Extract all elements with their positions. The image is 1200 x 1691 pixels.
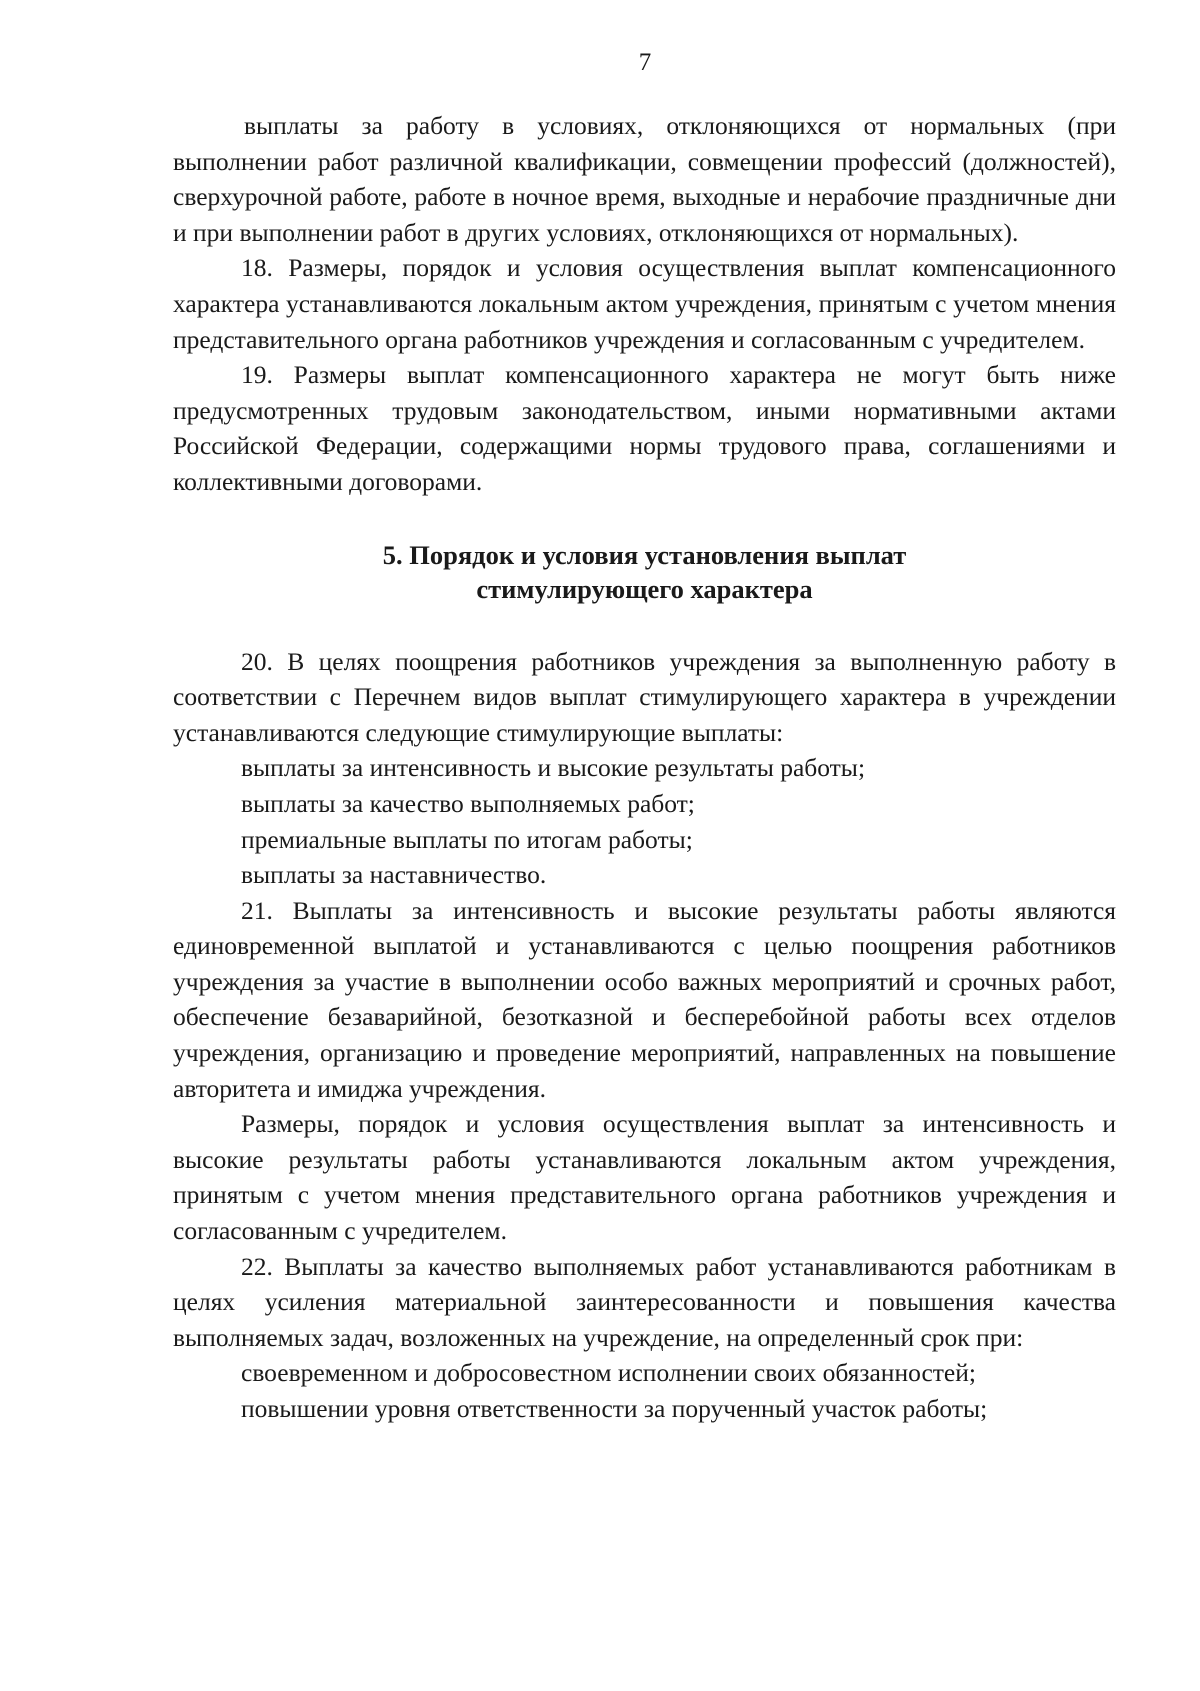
paragraph-19: 19. Размеры выплат компенсационного характера не могут быть ниже предусмотренных трудовым законодательством, иными нормативными актами Российской Федерации, содержащими нормы трудового права, соглашениями и коллективными договорами. bbox=[173, 360, 1116, 496]
section-heading-line-2: стимулирующего характера bbox=[476, 573, 813, 604]
section-heading-line-1: 5. Порядок и условия установления выплат bbox=[382, 539, 907, 570]
page-number: 7 bbox=[638, 49, 652, 76]
section-heading bbox=[173, 538, 1116, 606]
document-body bbox=[173, 108, 1116, 1427]
list-item: выплаты за интенсивность и высокие результаты работы; bbox=[241, 753, 866, 783]
list-item: своевременном и добросовестном исполнении своих обязанностей; bbox=[241, 1358, 976, 1388]
list-item: выплаты за наставничество. bbox=[241, 860, 547, 890]
paragraph-22: 22. Выплаты за качество выполняемых работ устанавливаются работникам в целях усиления материальной заинтересованности и повышения качества выполняемых задач, возложенных на учреждение, на определенный срок при: bbox=[173, 1251, 1116, 1352]
paragraph-21-sizes: Размеры, порядок и условия осуществления выплат за интенсивность и высокие результаты работы устанавливаются локальным актом учреждения, принятым с учетом мнения представительного органа работников учреждения и согласованным с учредителем. bbox=[173, 1109, 1116, 1246]
list-item: выплаты за качество выполняемых работ; bbox=[241, 788, 695, 818]
list-item: повышении уровня ответственности за порученный участок работы; bbox=[241, 1394, 988, 1423]
paragraph-compensation-types-continued: выплаты за работу в условиях, отклоняющихся от нормальных (при выполнении работ различной квалификации, совмещении профессий (должностей), сверхурочной работе, работе в ночное время, выходные и нерабочие праздничные дни и при выполнении работ в других условиях, отклоняющихся от нормальных). bbox=[173, 111, 1116, 247]
paragraph-18: 18. Размеры, порядок и условия осуществления выплат компенсационного характера устанавливаются локальным актом учреждения, принятым с учетом мнения представительного органа работников учреждения и согласованным с учредителем. bbox=[173, 253, 1116, 354]
list-item: премиальные выплаты по итогам работы; bbox=[241, 824, 693, 854]
paragraph-21: 21. Выплаты за интенсивность и высокие результаты работы являются единовременной выплатой и устанавливаются с целью поощрения работников учреждения за участие в выполнении особо важных мероприятий и срочных работ, обеспечение безаварийной, безотказной и бесперебойной работы всех отделов учреждения, организацию и проведение мероприятий, направленных на повышение авторитета и имиджа учреждения. bbox=[173, 895, 1116, 1103]
paragraph-20: 20. В целях поощрения работников учреждения за выполненную работу в соответствии с Перечнем видов выплат стимулирующего характера в учреждении устанавливаются следующие стимулирующие выплаты: bbox=[173, 646, 1116, 747]
